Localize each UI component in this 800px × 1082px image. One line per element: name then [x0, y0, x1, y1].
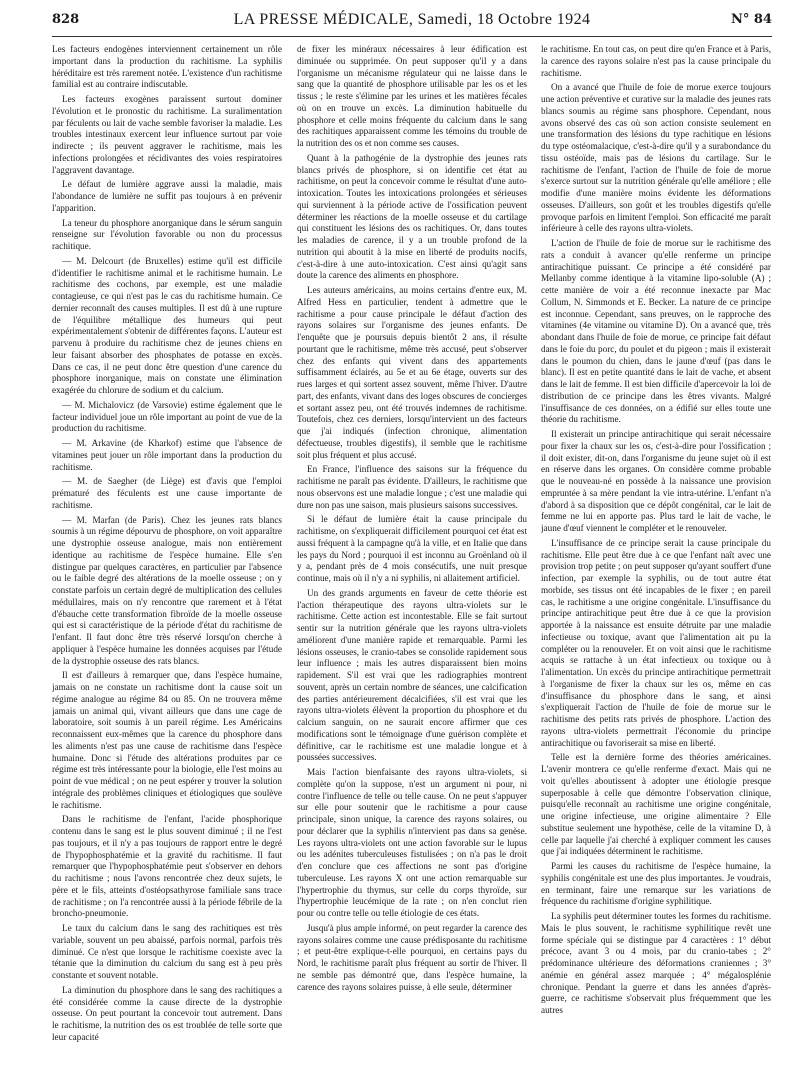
paragraph: La syphilis peut déterminer toutes les formes du rachitisme. Mais le plus souvent, le rachitisme syphilitique revêt une forme spéciale qui se distingue par 4 caractères : 1° début précoce, avant 3 ou 4 mois, par du cranio-tabes ; 2° prédominance ultérieure des déformations craniennes ; 3° anémie en général assez marquée ; 4° mégalosplénie chronique. Pendant la guerre et dans les années d'après-guerre, ce rachitisme s'observait plus fréquemment que les autres: [541, 911, 771, 1015]
column-right: [541, 44, 771, 1074]
paragraph: de fixer les minéraux nécessaires à leur édification est diminuée ou supprimée. On peut supposer qu'il y a dans l'organisme un mécanisme régulateur qui ne laisse dans le sang que la quantité de phosphore utilisable par les os et les tissus ; le reste s'élimine par les urines et les matières fécales où on en trouve un excès. La diminution habituelle du phosphore et celle moins fréquente du calcium dans le sang des rachitiques apparaissent comme les témoins du trouble de la nutrition des os et non comme ses causes.: [297, 44, 527, 148]
paragraph: La teneur du phosphore anorganique dans le sérum sanguin renseigne sur l'évolution favorable ou non du processus rachitique.: [52, 217, 282, 251]
page-header: [52, 10, 772, 34]
paragraph: Les auteurs américains, au moins certains d'entre eux, M. Alfred Hess en particulier, tendent à admettre que le rachitisme a pour cause principale le défaut d'action des rayons solaires sur l'organisme des jeunes enfants. De l'enquête que je poursuis depuis bientôt 2 ans, il résulte pourtant que le rachitisme, même très accusé, peut s'observer chez des enfants qui vivent dans des appartements suffisamment éclairés, au 5e et au 6e étage, ouverts sur des rues larges et qui sortent assez souvent, même l'hiver. D'autre part, des enfants, vivant dans des loges obscures de concierges et sortant assez peu, ont été trouvés indemnes de rachitisme. Toutefois, chez ces derniers, lorsqu'intervient un des facteurs que j'ai indiqués (infection chronique, alimentation défectueuse, troubles digestifs), il semble que le rachitisme soit plus fréquent et plus accusé.: [297, 285, 527, 460]
issue-number: N° 84: [731, 12, 772, 27]
paragraph: — M. Marfan (de Paris). Chez les jeunes rats blancs soumis à un régime dépourvu de phosphore, on voit apparaître une dystrophie osseuse analogue, mais non entièrement identique au rachitisme de l'espèce humaine. Elle s'en distingue par quelques caractères, en particulier par l'absence ou le faible degré des altérations de la moelle osseuse ; on y constate parfois un certain degré de multiplication des cellules médullaires, mais on n'y rencontre que rarement et à l'état d'ébauche cette transformation fibroïde de la moelle osseuse qui est si caractéristique de la période d'état du rachitisme de l'enfant. Il faut donc être très réservé lorsqu'on cherche à appliquer à l'espèce humaine les données acquises par l'étude de la dystrophie osseuse des rats blancs.: [52, 514, 282, 666]
paragraph: Il est d'ailleurs à remarquer que, dans l'espèce humaine, jamais on ne constate un rachitisme dont la cause soit un régime analogue au régime 84 ou 85. On ne trouvera même jamais un animal qui, vivant ailleurs que dans une cage de laboratoire, soit soumis à un pareil régime. Les Américains reconnaissent eux-mêmes que la carence du phosphore dans les aliments n'est pas une cause de rachitisme dans l'espèce humaine. Donc si l'étude des altérations produites par ce régime est très intéressante pour la biologie, elle l'est moins au point de vue médical ; on ne peut espérer y trouver la solution intégrale des problèmes cliniques et étiologiques que soulève le rachitisme.: [52, 670, 282, 810]
paragraph: L'action de l'huile de foie de morue sur le rachitisme des rats a conduit à avancer qu'elle renferme un principe antirachitique puissant. Ce principe a été considéré par Mellanby comme identique à la vitamine lipo-soluble (A) ; cette manière de voir a été reconnue inexacte par Mac Collum, N. Simmonds et E. Becker. La nature de ce principe est inconnue. Cependant, sans preuves, on le rapproche des vitamines (4e vitamine ou vitamine D). On a avancé que, très abondant dans l'huile de foie de morue, ce principe fait défaut dans le foie du porc, du poulet et du pigeon ; mais il existerait dans le poumon du chien, dans le jaune d'œuf (pas dans le blanc). Il est en petite quantité dans le lait de vache, et absent dans le lait de femme. Il est bien difficile d'apercevoir la loi de distribution de ce principe dans les êtres vivants. Malgré l'insuffisance de ces données, on a édifié sur elles toute une théorie du rachitisme.: [541, 238, 771, 425]
paragraph: — M. Michalovicz (de Varsovie) estime également que le facteur individuel joue un rôle important au point de vue de la production du rachitisme.: [52, 399, 282, 434]
paragraph: La diminution du phosphore dans le sang des rachitiques a été considérée comme la cause directe de la dystrophie osseuse. On peut pourtant la concevoir tout autrement. Dans le rachitisme, la nutrition des os est troublée de telle sorte que leur capacité: [52, 984, 282, 1042]
paragraph: Le défaut de lumière aggrave aussi la maladie, mais l'abondance de lumière ne suffit pas toujours à en prévenir l'apparition.: [52, 179, 282, 213]
header-rule: [52, 36, 772, 37]
paragraph: Les facteurs exogènes paraissent surtout dominer l'évolution et le pronostic du rachitisme. La suralimentation par féculents ou lait de vache semble favoriser la maladie. Les troubles intestinaux exercent leur influence surtout par voie indirecte ; ils peuvent aggraver le rachitisme, mais les infections prolongées et récidivantes des voies respiratoires l'aggravent davantage.: [52, 94, 282, 175]
paragraph: On a avancé que l'huile de foie de morue exerce toujours une action préventive et curative sur la maladie des jeunes rats blancs soumis au régime sans phosphore. Cependant, nous avons observé des cas où son action consiste seulement en une transformation des lésions du type rachitique en lésions du type ostéomalacique, c'est-à-dire qu'il y a surabondance du tissu ostéoïde, mais pas de lésions du cartilage. Sur le rachitisme de l'enfant, l'action de l'huile de foie de morue s'exerce surtout sur la nutrition générale qu'elle améliore ; elle modifie d'une manière moins évidente les déformations osseuses. D'ailleurs, son goût et les troubles digestifs qu'elle provoque parfois en limitent l'emploi. Son efficacité me paraît inférieure à celle des rayons ultra-violets.: [541, 82, 771, 234]
paragraph: Un des grands arguments en faveur de cette théorie est l'action thérapeutique des rayons ultra-violets sur le rachitisme. Cette action est incontestable. Elle se fait surtout sentir sur la nutrition générale que les rayons ultra-violets améliorent d'une manière rapide et remarquable. Parmi les lésions osseuses, le cranio-tabes se consolide rapidement sous leur influence ; mais les autres disparaissent bien moins rapidement. S'il est vrai que les radiographies montrent souvent, après un certain nombre de séances, une calcification des parties antérieurement décalcifiées, s'il est vrai que les rayons ultra-violets élèvent la proportion du phosphore et du calcium sanguin, on ne saurait encore affirmer que ces modifications sont le témoignage d'une guérison complète et définitive, car le rachitisme est une maladie longue et à poussées successives.: [297, 587, 527, 763]
paragraph: Mais l'action bienfaisante des rayons ultra-violets, si complète qu'on la suppose, n'est un argument ni pour, ni contre l'influence de telle ou telle cause. On ne peut s'appuyer sur elle pour soutenir que le rachitisme a pour cause principale, sinon unique, la carence des rayons solaires, ou pour déclarer que la syphilis n'intervient pas dans sa genèse. Les rayons ultra-violets ont une action favorable sur le lupus ou les adénites tuberculeuses fistulisées ; on n'a pas le droit d'en conclure que ces affections ne sont pas d'origine tuberculeuse. Les rayons X ont une action remarquable sur l'hypertrophie du thymus, sur celle du corps thyroïde, sur l'hypertrophie leucémique de la rate ; on n'en conclut rien pour ou contre telle ou telle étiologie de ces états.: [297, 767, 527, 918]
paragraph: Parmi les causes du rachitisme de l'espèce humaine, la syphilis congénitale est une des plus importantes. Je voudrais, en terminant, faire une remarque sur les variations de fréquence du rachitisme d'origine syphilitique.: [541, 861, 771, 907]
paragraph: le rachitisme. En tout cas, on peut dire qu'en France et à Paris, la carence des rayons solaire n'est pas la cause principale du rachitisme.: [541, 44, 771, 78]
paragraph: Si le défaut de lumière était la cause principale du rachitisme, on s'expliquerait difficilement pourquoi cet état est aussi fréquent à la campagne qu'à la ville, et en Italie que dans les pays du Nord ; pourquoi il est inconnu au Groënland où il y a, pendant près de 4 mois consécutifs, une nuit presque continue, mais où il n'y a ni syphilis, ni allaitement artificiel.: [297, 514, 527, 583]
column-middle: [297, 44, 527, 1074]
paragraph: Dans le rachitisme de l'enfant, l'acide phosphorique contenu dans le sang est le plus souvent diminué ; il ne l'est pas toujours, et il n'y a pas toujours de rapport entre le degré de l'hypophosphatémie et la gravité du rachitisme. Il faut remarquer que l'hypophosphatémie peut s'observer en dehors du rachitisme ; nous l'avons rencontrée chez deux sujets, le père et le fils, atteints d'ostéopsathyrose familiale sans trace de rachitisme ; on l'a rencontrée aussi à la période fébrile de la broncho-pneumonie.: [52, 814, 282, 919]
column-left: [52, 44, 282, 1074]
paragraph: L'insuffisance de ce principe serait la cause principale du rachitisme. Elle peut être due à ce que l'enfant naît avec une provision trop petite ; on peut supposer qu'ayant souffert d'une infection, par exemple la syphilis, ou de tout autre état morbide, ses tissus ont été incapables de le fixer ; en pareil cas, le rachitisme a une origine congénitale. L'insuffisance du principe antirachitique peut être due à ce que la provision apportée à la naissance est ensuite détruite par une maladie infectieuse ou toxique, avant que l'alimentation ait pu la compléter ou la renouveler. Et on voit ainsi que le rachitisme acquis se rattache à un état infectieux ou toxique ou à l'alimentation. Un excès du principe antirachitique permettrait à l'organisme de fixer la chaux sur les os, même en cas d'insuffisance du phosphore dans le sang, et ainsi s'expliquerait l'action de l'huile de foie de morue sur le rachitisme des petits rats privés de phosphore. L'action des rayons ultra-violets permettrait l'économie du principe antirachitique ou favoriserait sa mise en liberté.: [541, 537, 771, 748]
paragraph: Telle est la dernière forme des théories américaines. L'avenir montrera ce qu'elle renferme d'exact. Mais qui ne voit qu'elles aboutissent à adopter une étiologie presque superposable à celle que démontre l'observation clinique, puisqu'elle reconnaît au rachitisme une origine congénitale, une origine infectieuse, une origine alimentaire ? Elle substitue seulement une hypothèse, celle de la vitamine D, à celle par laquelle j'ai cherché à expliquer comment les causes que j'ai indiquées déterminent le rachitisme.: [541, 752, 771, 857]
paragraph: Le taux du calcium dans le sang des rachitiques est très variable, souvent un peu abaissé, parfois normal, parfois très diminué. Ce n'est que lorsque le rachitisme coexiste avec la tétanie que la diminution du calcium du sang est à peu près constante et souvent notable.: [52, 923, 282, 980]
paragraph: Quant à la pathogénie de la dystrophie des jeunes rats blancs privés de phosphore, si on identifie cet état au rachitisme, on peut la concevoir comme le résultat d'une auto-intoxication. Toutes les intoxications prolongées et sérieuses qui surviennent à la période active de l'ossification peuvent déterminer les réactions de la moelle osseuse et du cartilage qui constituent les lésions des os rachitiques. Or, dans toutes les maladies de carence, il y a un trouble profond de la nutrition qui aboutit à la mise en liberté de produits nocifs, c'est-à-dire à une auto-intoxication. C'est ainsi qu'agit sans doute la carence des aliments en phosphore.: [297, 152, 527, 281]
paragraph: — M. Delcourt (de Bruxelles) estime qu'il est difficile d'identifier le rachitisme animal et le rachitisme humain. Le rachitisme des cochons, par exemple, est une maladie contagieuse, ce qui n'est pas le cas du rachitisme humain. Ce dernier reconnaît des causes multiples. Il est dû à une rupture de l'équilibre métallique des humeurs qui peut expérimentalement s'obtenir de différentes façons. L'auteur est parvenu à produire du rachitisme chez de jeunes chiens en leur faisant absorber des phosphates de potasse en excès. Dans ce cas, il ne peut donc être question d'une carence du phosphore inorganique, mais on constate une élimination exagérée du chlorure de sodium et du calcium.: [52, 255, 282, 395]
page-number: 828: [52, 12, 80, 27]
paragraph: Jusqu'à plus ample informé, on peut regarder la carence des rayons solaires comme une cause prédisposante du rachitisme ; et peut-être explique-t-elle pourquoi, en certains pays du Nord, le rachitisme paraît plus fréquent au sortir de l'hiver. Il ne semble pas démontré que, dans l'espèce humaine, la carence des rayons solaires puisse, à elle seule, déterminer: [297, 922, 527, 992]
paragraph: — M. Arkavine (de Kharkof) estime que l'absence de vitamines peut jouer un rôle important dans la production du rachitisme.: [52, 438, 282, 472]
paragraph: Les facteurs endogènes interviennent certainement un rôle important dans la production du rachitisme. La syphilis héréditaire est très rarement notée. L'existence d'un rachitisme familial est au contraire indiscutable.: [52, 44, 282, 90]
paragraph: Il existerait un principe antirachitique qui serait nécessaire pour fixer la chaux sur les os, c'est-à-dire pour l'ossification ; il doit exister, dit-on, dans l'organisme du jeune sujet où il est en réserve dans les organes. On considère comme probable que le nouveau-né en possède à la naissance une provision empruntée à sa mère pendant la vie intra-utérine. L'enfant n'a d'abord à sa disposition que ce dépôt congénital, car le lait de femme ne lui en apporte pas. Plus tard le lait de vache, le jaune d'œuf viennent le compléter et le renouveler.: [541, 429, 771, 533]
paragraph: — M. de Saegher (de Liège) est d'avis que l'emploi prématuré des féculents est une cause importante de rachitisme.: [52, 476, 282, 510]
paragraph: En France, l'influence des saisons sur la fréquence du rachitisme ne paraît pas évidente. D'ailleurs, le rachitisme que nous observons est une maladie longue ; c'est une maladie qui dure non pas une saison, mais plusieurs saisons successives.: [297, 464, 527, 510]
journal-title: LA PRESSE MÉDICALE, Samedi, 18 Octobre 1924: [233, 11, 591, 28]
